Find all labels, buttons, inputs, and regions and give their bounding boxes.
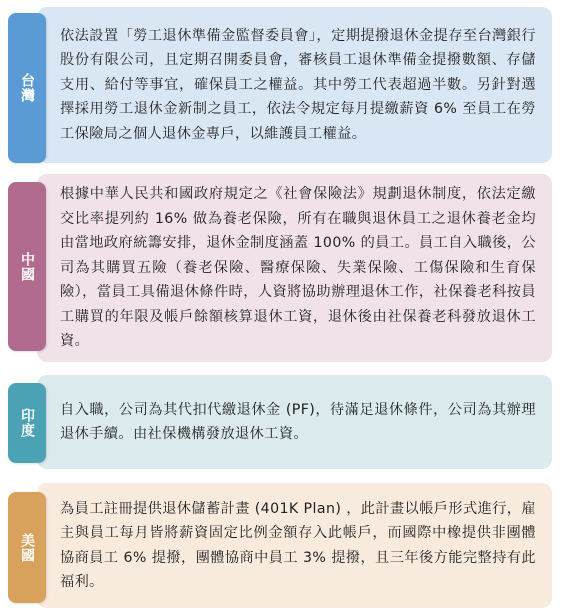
region-label-china: 中國 [19,251,35,282]
region-tab-usa [8,492,46,603]
retirement-text-china: 根據中華人民共和國政府規定之《社會保險法》規劃退休制度，依法定繳交比率提列約 16% 做為養老保險，所有在職與退休員工之退休養老金均由當地政府統籌安排，退休金制度涵蓋 100% 的員工。員工自入職後，公司為其購買五險（養老保險、醫療保險、失業保險、工傷保險和生育保險），當員工具備退休條件時，人資將協助辦理退休工作，社保養老科按員工購買的年限及帳戶餘額核算退休工資，退休後由社保養老科發放退休工資。 [60,186,536,350]
retirement-card-usa [37,483,552,608]
retirement-card-india [37,375,552,469]
retirement-card-taiwan [37,7,552,163]
region-tab-taiwan [8,13,46,163]
region-label-india: 印度 [19,408,35,438]
region-label-taiwan: 台灣 [19,73,35,103]
region-label-usa: 美國 [19,532,35,563]
retirement-text-india: 自入職，公司為其代扣代繳退休金 (PF)，待滿足退休條件，公司為其辦理退休手續。由社保機構發放退休工資。 [60,401,536,442]
region-tab-india [8,383,46,463]
region-tab-china [8,182,46,351]
retirement-text-usa: 為員工註冊提供退休儲蓄計畫 (401K Plan) ，此計畫以帳戶形式進行，雇主與員工每月皆將薪資固定比例金額存入此帳戶，而國際中橡提供非團體協商員工 6% 提撥，團體協商中員工 3% 提撥，且三年後方能完整持有此福利。 [60,500,536,590]
retirement-text-taiwan: 依法設置「勞工退休準備金監督委員會」，定期提撥退休金提存至台灣銀行股份有限公司，且定期召開委員會，審核員工退休準備金提撥數額、存儲支用、給付等事宜，確保員工之權益。其中勞工代表超過半數。另針對選擇採用勞工退休金新制之員工，依法令規定每月提繳薪資 6% 至員工在勞工保險局之個人退休金專戶，以維護員工權益。 [60,27,536,142]
retirement-card-china [37,174,552,362]
